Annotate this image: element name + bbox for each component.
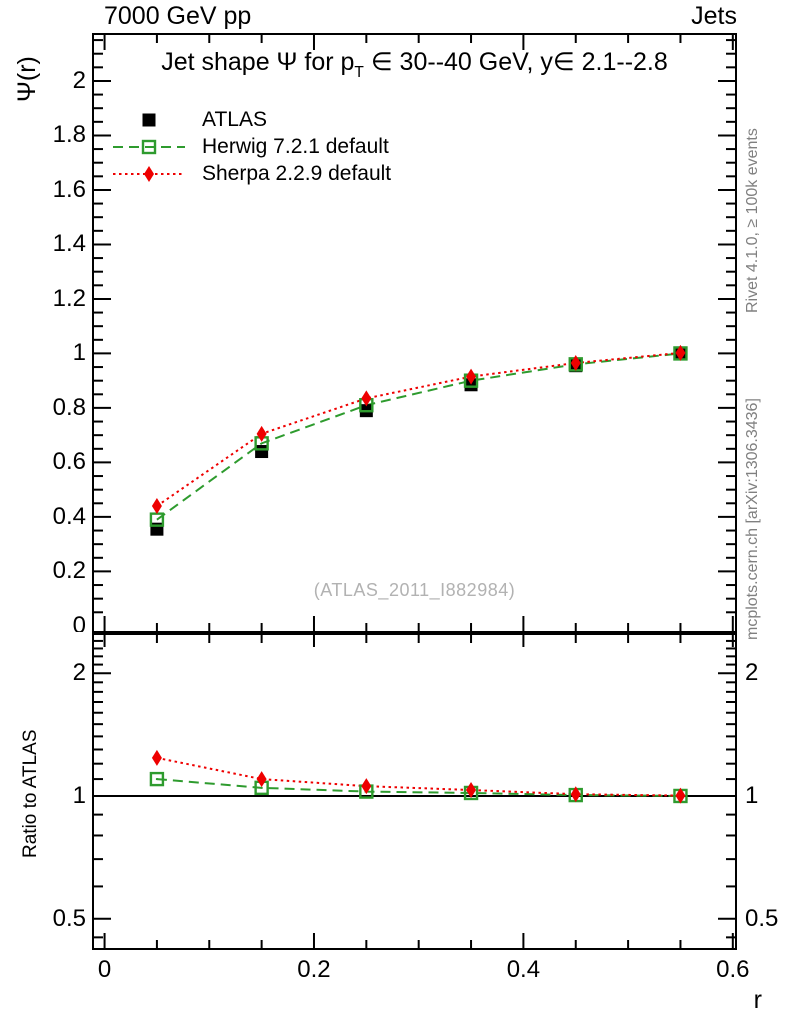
tick-label: 0.2 xyxy=(297,956,331,983)
beam-energy-label: 7000 GeV pp xyxy=(104,2,252,30)
analysis-id-watermark: (ATLAS_2011_I882984) xyxy=(313,580,516,600)
plot-title-pre: Jet shape Ψ for p xyxy=(161,48,355,76)
plot-title-post: ∈ 30--40 GeV, y∈ 2.1--2.8 xyxy=(363,48,668,76)
main-y-axis-title: Ψ(r) xyxy=(13,56,41,102)
tick-label: 1 xyxy=(72,781,86,809)
legend-label: Sherpa 2.2.9 default xyxy=(202,161,392,185)
tick-label: 2 xyxy=(745,659,759,687)
plot-title-subscript: T xyxy=(354,63,364,81)
ratio-y-axis-title: Ratio to ATLAS xyxy=(20,729,41,858)
analysis-group-label: Jets xyxy=(691,2,737,30)
mcplots-arxiv-note: mcplots.cern.ch [arXiv:1306.3436] xyxy=(744,398,761,640)
tick-label: 0.5 xyxy=(52,904,86,932)
tick-label: 1 xyxy=(745,781,759,809)
tick-label: 0.6 xyxy=(52,448,86,476)
tick-label: 1.8 xyxy=(52,121,86,149)
tick-label: 1.4 xyxy=(52,230,86,258)
legend-label: ATLAS xyxy=(202,107,267,131)
tick-label: 0 xyxy=(97,956,112,983)
rivet-version-note: Rivet 4.1.0, ≥ 100k events xyxy=(744,128,761,313)
tick-label: 2 xyxy=(72,66,86,94)
x-axis-title: r xyxy=(753,986,762,1014)
tick-label: 0.6 xyxy=(716,956,750,983)
tick-label: 1 xyxy=(72,339,86,367)
tick-label: 0.2 xyxy=(52,557,86,585)
tick-label: 0.4 xyxy=(506,956,541,983)
tick-label: 0.4 xyxy=(52,502,86,530)
tick-label: 0 xyxy=(72,611,86,632)
tick-label: 0.8 xyxy=(52,393,86,421)
tick-label: 1.2 xyxy=(52,284,86,312)
tick-label: 1.6 xyxy=(52,175,86,203)
tick-label: 2 xyxy=(72,659,86,687)
legend-label: Herwig 7.2.1 default xyxy=(202,134,389,158)
tick-label: 0.5 xyxy=(745,904,779,932)
